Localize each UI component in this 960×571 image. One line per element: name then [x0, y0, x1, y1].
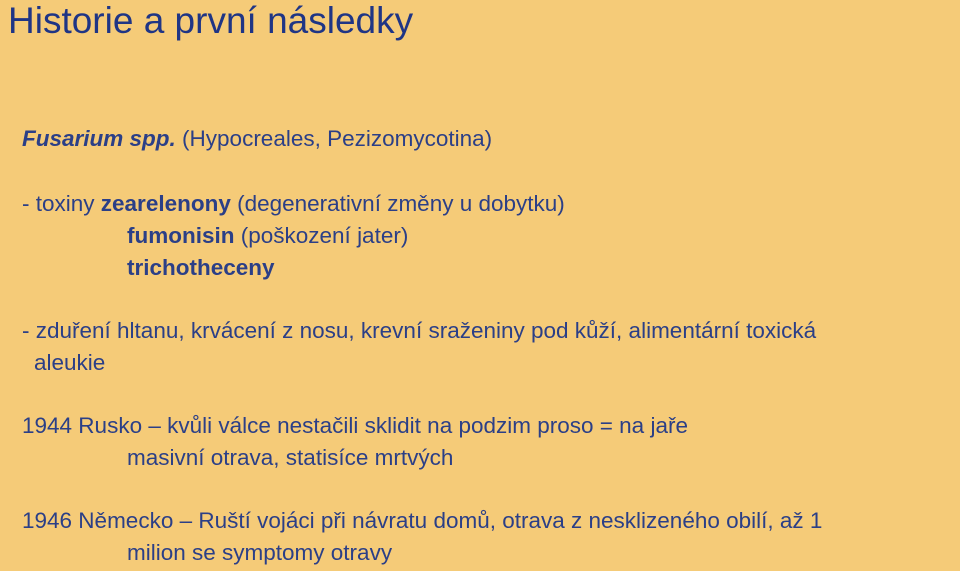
toxin-prefix: - toxiny	[22, 191, 101, 216]
toxin-note-zearelenony: (degenerativní změny u dobytku)	[230, 191, 565, 216]
toxin-name-fumonisin: fumonisin	[127, 223, 235, 248]
toxin-line-1	[22, 190, 565, 218]
toxin-line-2	[127, 222, 408, 250]
toxin-name-zearelenony: zearelenony	[100, 191, 231, 216]
toxin-line-3	[127, 254, 275, 282]
event-1944-line-2: masivní otrava, statisíce mrtvých	[127, 445, 454, 470]
slide-title: Historie a první následky	[8, 0, 414, 41]
taxon-line	[22, 125, 492, 153]
symptoms-line-2: aleukie	[34, 350, 106, 375]
event-1944-line-1: 1944 Rusko – kvůli válce nestačili sklidit na podzim proso = na jaře	[22, 413, 688, 438]
event-1946-line-2: milion se symptomy otravy	[127, 540, 393, 565]
toxin-name-trichotheceny: trichotheceny	[127, 255, 275, 280]
event-1946-line-1: 1946 Německo – Ruští vojáci při návratu domů, otrava z nesklizeného obilí, až 1	[22, 508, 823, 533]
taxon-genus: Fusarium spp.	[22, 126, 176, 151]
taxon-classification: (Hypocreales, Pezizomycotina)	[182, 126, 493, 151]
symptoms-line-1: - zduření hltanu, krvácení z nosu, krevní sraženiny pod kůží, alimentární toxická	[22, 318, 817, 343]
toxin-note-fumonisin: (poškození jater)	[234, 223, 409, 248]
